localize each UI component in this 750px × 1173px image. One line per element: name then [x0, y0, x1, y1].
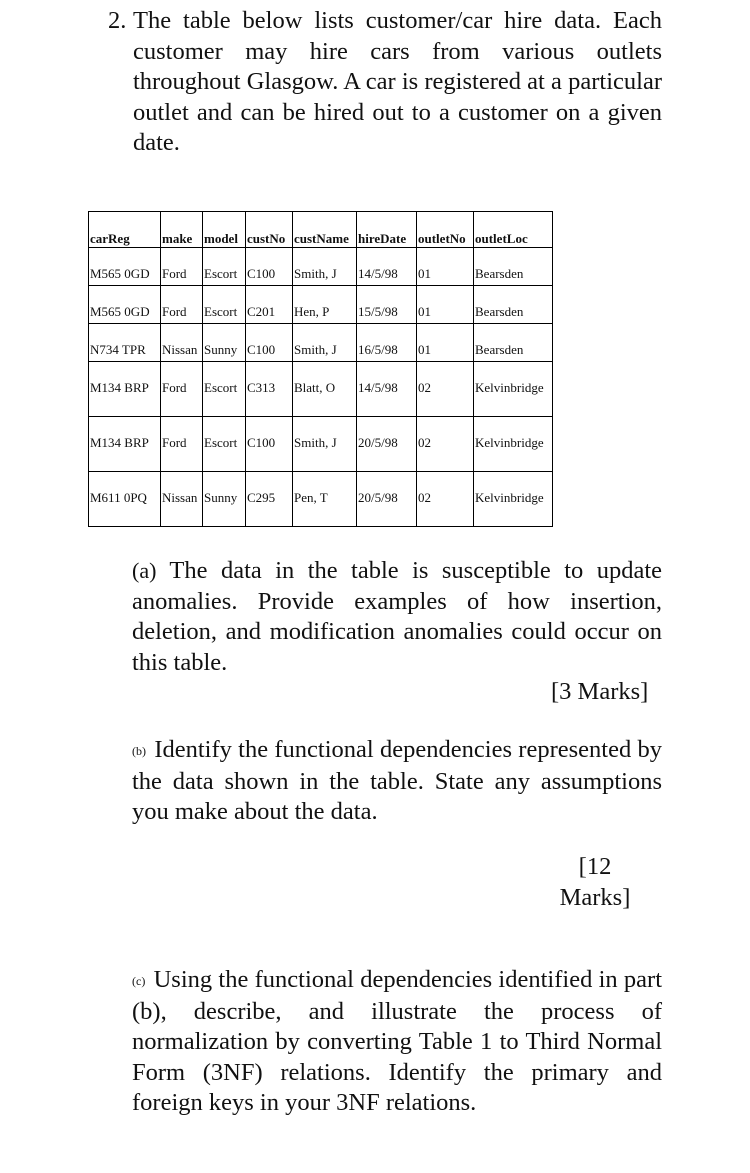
part-c-label: (c)	[132, 974, 146, 988]
cell-carreg: N734 TPR	[89, 324, 161, 362]
cell-outletno: 02	[417, 417, 474, 472]
column-header: model	[203, 212, 246, 248]
part-c-text: Using the functional dependencies identified in part (b), describe, and illustrate the process of normalization by converting Table 1 to Third Normal Form (3NF) relations. Identify the primary and foreign keys in your 3NF relations.	[132, 966, 663, 1117]
cell-outletno: 01	[417, 324, 474, 362]
column-header: hireDate	[357, 212, 417, 248]
cell-outletloc: Bearsden	[474, 248, 553, 286]
cell-hiredate: 20/5/98	[357, 417, 417, 472]
cell-make: Ford	[161, 417, 203, 472]
cell-custname: Pen, T	[293, 472, 357, 527]
table-row	[89, 286, 553, 324]
cell-outletno: 02	[417, 472, 474, 527]
table-row	[89, 324, 553, 362]
question-intro-text: The table below lists customer/car hire data. Each customer may hire cars from various outlets throughout Glasgow. A car is registered at a particular outlet and can be hired out to a customer on a given date.	[133, 7, 662, 157]
cell-custname: Smith, J	[293, 417, 357, 472]
cell-outletno: 02	[417, 362, 474, 417]
cell-custno: C313	[246, 362, 293, 417]
cell-custno: C295	[246, 472, 293, 527]
part-b-marks-line1: [12	[578, 853, 612, 880]
cell-custno: C201	[246, 286, 293, 324]
part-b-text: Identify the functional dependencies represented by the data shown in the table. State any assumptions you make about the data.	[132, 736, 663, 826]
cell-carreg: M611 0PQ	[89, 472, 161, 527]
cell-model: Sunny	[203, 324, 246, 362]
part-b-label: (b)	[132, 744, 146, 758]
table-row	[89, 362, 553, 417]
cell-make: Nissan	[161, 472, 203, 527]
cell-carreg: M134 BRP	[89, 362, 161, 417]
cell-make: Ford	[161, 362, 203, 417]
cell-model: Escort	[203, 248, 246, 286]
cell-outletloc: Kelvinbridge	[474, 472, 553, 527]
part-c-question	[132, 965, 662, 1119]
cell-carreg: M565 0GD	[89, 248, 161, 286]
cell-model: Escort	[203, 417, 246, 472]
part-a-question	[132, 556, 662, 678]
cell-hiredate: 14/5/98	[357, 362, 417, 417]
cell-make: Ford	[161, 248, 203, 286]
cell-hiredate: 15/5/98	[357, 286, 417, 324]
part-b-marks-line2: Marks]	[559, 883, 631, 911]
cell-outletloc: Kelvinbridge	[474, 362, 553, 417]
cell-hiredate: 16/5/98	[357, 324, 417, 362]
cell-model: Escort	[203, 286, 246, 324]
cell-outletno: 01	[417, 248, 474, 286]
column-header: outletLoc	[474, 212, 553, 248]
column-header: outletNo	[417, 212, 474, 248]
part-a-marks: [3 Marks]	[551, 678, 649, 705]
column-header: carReg	[89, 212, 161, 248]
column-header: make	[161, 212, 203, 248]
cell-carreg: M134 BRP	[89, 417, 161, 472]
cell-custname: Hen, P	[293, 286, 357, 324]
cell-outletno: 01	[417, 286, 474, 324]
table-row	[89, 417, 553, 472]
column-header: custNo	[246, 212, 293, 248]
question-intro	[108, 6, 662, 159]
question-number: 2.	[108, 7, 127, 34]
cell-outletloc: Bearsden	[474, 286, 553, 324]
table-row	[89, 248, 553, 286]
cell-custname: Smith, J	[293, 248, 357, 286]
cell-custname: Smith, J	[293, 324, 357, 362]
cell-outletloc: Kelvinbridge	[474, 417, 553, 472]
cell-model: Sunny	[203, 472, 246, 527]
part-b-marks	[555, 852, 635, 913]
cell-outletloc: Bearsden	[474, 324, 553, 362]
cell-make: Ford	[161, 286, 203, 324]
cell-hiredate: 20/5/98	[357, 472, 417, 527]
cell-hiredate: 14/5/98	[357, 248, 417, 286]
part-b-question	[132, 735, 662, 828]
column-header: custName	[293, 212, 357, 248]
cell-custname: Blatt, O	[293, 362, 357, 417]
table-row	[89, 472, 553, 527]
part-a-label: (a)	[132, 558, 157, 583]
cell-custno: C100	[246, 248, 293, 286]
part-a-text: The data in the table is susceptible to update anomalies. Provide examples of how insertion, deletion, and modification anomalies could occur on this table.	[132, 557, 662, 676]
table-header-row	[89, 212, 553, 248]
cell-model: Escort	[203, 362, 246, 417]
cell-carreg: M565 0GD	[89, 286, 161, 324]
cell-make: Nissan	[161, 324, 203, 362]
cell-custno: C100	[246, 324, 293, 362]
car-hire-table	[88, 211, 553, 527]
cell-custno: C100	[246, 417, 293, 472]
